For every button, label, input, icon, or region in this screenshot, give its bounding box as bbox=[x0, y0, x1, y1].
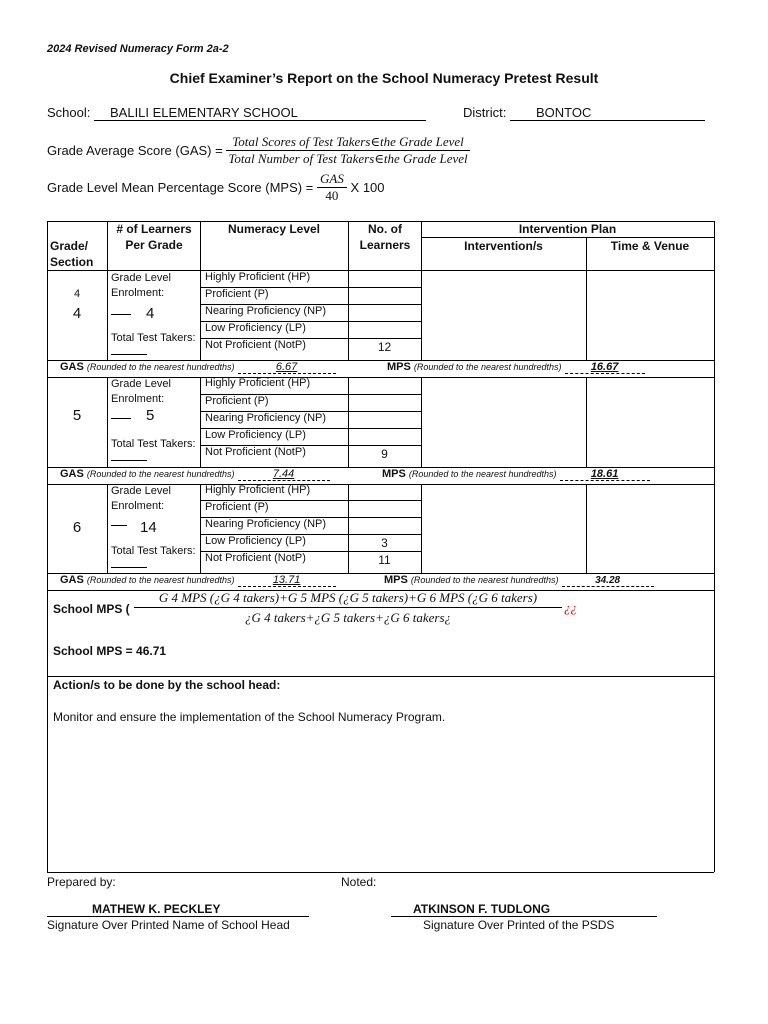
gas-formula-numerator: Total Scores of Test Takers∈the Grade Level bbox=[226, 134, 469, 151]
gas-formula bbox=[47, 134, 470, 167]
grade-6-gas: 13.71 bbox=[272, 574, 301, 586]
header-numeracy-level: Numeracy Level bbox=[227, 222, 321, 236]
school-mps-tail: ¿¿ bbox=[564, 600, 577, 615]
grade-5-level-p: Proficient (P) bbox=[205, 395, 269, 407]
grade-4-level-notp: Not Proficient (NotP) bbox=[205, 339, 306, 351]
noted-label: Noted: bbox=[341, 875, 377, 889]
grade-5-level-hp: Highly Proficient (HP) bbox=[205, 377, 311, 389]
grade-4-level-p: Proficient (P) bbox=[205, 288, 269, 300]
grade-5-enrolment-label: Grade Level Enrolment: bbox=[111, 378, 171, 405]
header-interventions: Intervention/s bbox=[464, 239, 543, 253]
grade-6-mps: 34.28 bbox=[595, 575, 621, 586]
grade-4-gas-row: GAS (Rounded to the nearest hundredths) 6.67 bbox=[60, 361, 336, 374]
grade-6-count-lp: 3 bbox=[381, 536, 388, 550]
grade-6-level-np: Nearing Proficiency (NP) bbox=[205, 518, 327, 530]
header-learners-per-grade: # of Learners Per Grade bbox=[116, 222, 192, 252]
grade-6-count-notp: 11 bbox=[378, 553, 391, 567]
gas-formula-label: Grade Average Score (GAS) = bbox=[47, 143, 223, 158]
school-mps-denominator: ¿G 4 takers+¿G 5 takers+¿G 6 takers¿ bbox=[244, 610, 452, 625]
school-label: School: bbox=[47, 105, 91, 120]
header-intervention-plan: Intervention Plan bbox=[518, 222, 617, 236]
grade-6-enrolment-label: Grade Level Enrolment: bbox=[111, 485, 171, 512]
grade-5-takers-label: Total Test Takers: bbox=[111, 437, 199, 465]
grade-5-label: 5 bbox=[72, 407, 82, 424]
grade-4-gas: 6.67 bbox=[275, 361, 298, 373]
grade-4-level-np: Nearing Proficiency (NP) bbox=[205, 305, 327, 317]
grade-5-count-notp: 9 bbox=[381, 447, 388, 461]
grade-5-level-notp: Not Proficient (NotP) bbox=[205, 446, 306, 458]
grade-5-mps: 18.61 bbox=[590, 468, 619, 480]
school-mps-label: School MPS ( bbox=[53, 602, 130, 616]
grade-6-level-p: Proficient (P) bbox=[205, 501, 269, 513]
grade-6-label: 6 bbox=[72, 519, 82, 536]
grade-4-enrolment: 4 bbox=[146, 305, 155, 322]
grade-6-takers-label: Total Test Takers: bbox=[111, 544, 199, 572]
mps-formula-suffix: X 100 bbox=[350, 180, 385, 195]
grade-4-enrolment-blank bbox=[111, 314, 131, 315]
district-label: District: bbox=[463, 105, 507, 120]
noted-caption: Signature Over Printed of the PSDS bbox=[423, 918, 615, 932]
grade-5-gas-row: GAS (Rounded to the nearest hundredths) 7.44 bbox=[60, 468, 330, 481]
header-time-venue: Time & Venue bbox=[610, 239, 690, 253]
grade-5-enrolment: 5 bbox=[146, 407, 155, 424]
grade-6-gas-row: GAS (Rounded to the nearest hundredths) 13.71 bbox=[60, 574, 336, 587]
grade-6-mps-row: MPS (Rounded to the nearest hundredths) 34.28 bbox=[384, 574, 654, 587]
grade-5-level-np: Nearing Proficiency (NP) bbox=[205, 412, 327, 424]
prepared-caption: Signature Over Printed Name of School Head bbox=[47, 918, 290, 932]
grade-5-enrolment-blank bbox=[111, 418, 131, 419]
grade-5-mps-row: MPS (Rounded to the nearest hundredths) 18.61 bbox=[382, 468, 650, 481]
school-name: BALILI ELEMENTARY SCHOOL bbox=[110, 105, 298, 120]
actions-label: Action/s to be done by the school head: bbox=[53, 678, 281, 692]
grade-4-level-hp: Highly Proficient (HP) bbox=[205, 271, 311, 283]
grade-4-mps-row: MPS (Rounded to the nearest hundredths) 16.67 bbox=[387, 361, 645, 374]
district-name: BONTOC bbox=[535, 105, 592, 120]
mps-formula bbox=[47, 171, 385, 204]
grade-4-mps: 16.67 bbox=[590, 361, 619, 373]
grade-4-enrolment-label: Grade Level Enrolment: bbox=[111, 272, 171, 299]
mps-formula-numerator: GAS bbox=[317, 171, 347, 188]
grade-5-level-lp: Low Proficiency (LP) bbox=[205, 429, 306, 441]
prepared-name: MATHEW K. PECKLEY bbox=[92, 902, 221, 916]
header-no-of-learners: No. of Learners bbox=[359, 222, 411, 252]
grade-5-gas: 7.44 bbox=[272, 468, 295, 480]
grade-4-section: 4 bbox=[73, 288, 81, 300]
actions-text: Monitor and ensure the implementation of the School Numeracy Program. bbox=[53, 710, 446, 724]
grade-6-enrolment-blank bbox=[111, 525, 127, 526]
grade-4-count-notp: 12 bbox=[377, 340, 392, 354]
noted-name: ATKINSON F. TUDLONG bbox=[413, 902, 551, 916]
page-title: Chief Examiner’s Report on the School Numeracy Pretest Result bbox=[169, 70, 599, 86]
mps-formula-denominator: 40 bbox=[325, 188, 339, 203]
grade-4-takers-label: Total Test Takers: bbox=[111, 331, 199, 359]
grade-6-level-notp: Not Proficient (NotP) bbox=[205, 552, 306, 564]
district-line bbox=[463, 105, 705, 121]
grade-6-level-hp: Highly Proficient (HP) bbox=[205, 484, 311, 496]
prepared-signature-line bbox=[47, 902, 309, 917]
form-code: 2024 Revised Numeracy Form 2a-2 bbox=[47, 43, 229, 55]
school-mps-result: School MPS = 46.71 bbox=[53, 644, 167, 658]
grade-6-enrolment: 14 bbox=[140, 519, 157, 536]
header-grade-section: Grade/ Section bbox=[50, 239, 94, 269]
grade-6-level-lp: Low Proficiency (LP) bbox=[205, 535, 306, 547]
gas-formula-denominator: Total Number of Test Takers∈the Grade Level bbox=[228, 151, 468, 166]
prepared-label: Prepared by: bbox=[47, 875, 116, 889]
grade-4-label: 4 bbox=[72, 305, 82, 322]
noted-signature-line bbox=[391, 902, 657, 917]
grade-4-level-lp: Low Proficiency (LP) bbox=[205, 322, 306, 334]
school-line bbox=[47, 105, 426, 121]
mps-formula-label: Grade Level Mean Percentage Score (MPS) = bbox=[47, 180, 314, 195]
school-mps-numerator: G 4 MPS (¿G 4 takers)+G 5 MPS (¿G 5 takers)+G 6 MPS (¿G 6 takers) bbox=[134, 590, 562, 608]
